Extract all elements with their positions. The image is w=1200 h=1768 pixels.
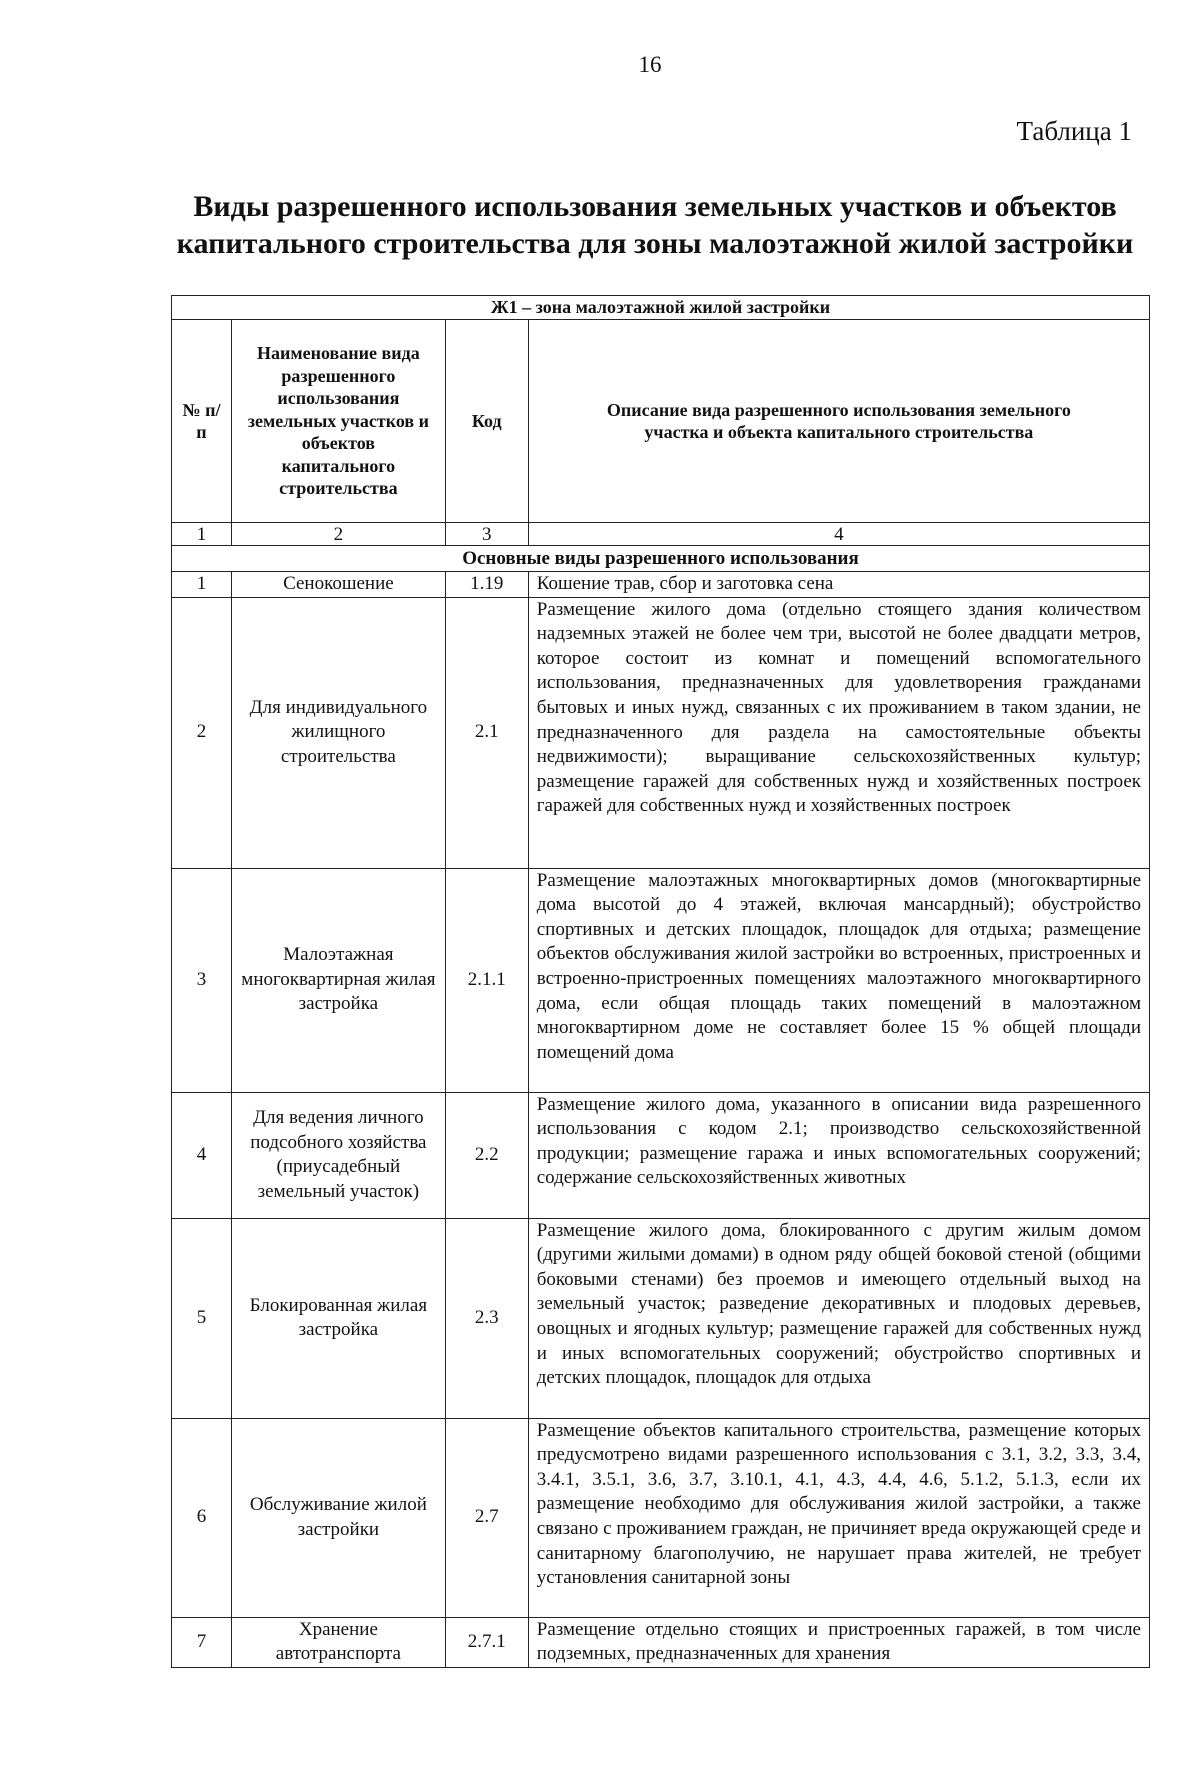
column-header-description: Описание вида разрешенного использования земельного участка и объекта капитального строительства bbox=[528, 320, 1149, 523]
column-number: 3 bbox=[445, 523, 528, 546]
row-number: 1 bbox=[172, 572, 232, 598]
row-code: 2.3 bbox=[445, 1218, 528, 1418]
row-number: 2 bbox=[172, 597, 232, 868]
column-header-code: Код bbox=[445, 320, 528, 523]
column-header-name: Наименование вида разрешенного использования земельных участков и объектов капитального строительства bbox=[231, 320, 445, 523]
row-description: Кошение трав, сбор и заготовка сена bbox=[528, 572, 1149, 598]
row-description: Размещение жилого дома, блокированного с другим жилым домом (другими жилыми домами) в одном ряду общей боковой стеной (общими боковыми стенами) без проемов и имеющего отдельный выход на земельный участок; разведение декоративных и плодовых деревьев, овощных и ягодных культур; размещение гаражей для собственных нужд и иных вспомогательных сооружений; обустройство спортивных и детских площадок, площадок для отдыха bbox=[528, 1218, 1149, 1418]
row-code: 2.1.1 bbox=[445, 868, 528, 1092]
row-code: 2.7 bbox=[445, 1418, 528, 1617]
row-description: Размещение малоэтажных многоквартирных домов (многоквартирные дома высотой до 4 этажей, включая мансардный); обустройство спортивных и детских площадок, площадок для отдыха; размещение объектов обслуживания жилой застройки во встроенных, пристроенных и встроенно-пристроенных помещениях малоэтажного многоквартирного дома, если общая площадь таких помещений в малоэтажном многоквартирном доме не составляет более 15 % общей площади помещений дома bbox=[528, 868, 1149, 1092]
land-use-table bbox=[171, 295, 1150, 1668]
table-row bbox=[172, 1418, 1150, 1617]
row-code: 1.19 bbox=[445, 572, 528, 598]
row-name: Для ведения личного подсобного хозяйства (приусадебный земельный участок) bbox=[231, 1092, 445, 1218]
column-number: 1 bbox=[172, 523, 232, 546]
table-row bbox=[172, 572, 1150, 598]
zone-header: Ж1 – зона малоэтажной жилой застройки bbox=[172, 296, 1150, 320]
table-row bbox=[172, 597, 1150, 868]
row-description: Размещение объектов капитального строительства, размещение которых предусмотрено видами разрешенного использования с 3.1, 3.2, 3.3, 3.4, 3.4.1, 3.5.1, 3.6, 3.7, 3.10.1, 4.1, 4.3, 4.4, 4.6, 5.1.2, 5.1.3, если их размещение необходимо для обслуживания жилой застройки, а также связано с проживанием граждан, не причиняет вреда окружающей среде и санитарному благополучию, не нарушает права жителей, не требует установления санитарной зоны bbox=[528, 1418, 1149, 1617]
row-description: Размещение жилого дома (отдельно стоящего здания количеством надземных этажей не более чем три, высотой не более двадцати метров, которое состоит из комнат и помещений вспомогательного использования, предназначенных для удовлетворения гражданами бытовых и иных нужд, связанных с их проживанием в таком здании, не предназначенного для раздела на самостоятельные объекты недвижимости); выращивание сельскохозяйственных культур; размещение гаражей для собственных нужд и хозяйственных построек гаражей для собственных нужд и хозяйственных построек bbox=[528, 597, 1149, 868]
row-description: Размещение отдельно стоящих и пристроенных гаражей, в том числе подземных, предназначенных для хранения bbox=[528, 1617, 1149, 1667]
table-row bbox=[172, 1092, 1150, 1218]
page-number: 16 bbox=[638, 52, 662, 77]
document-title: Виды разрешенного использования земельных участков и объектов капитального строительства для зоны малоэтажной жилой застройки bbox=[176, 190, 1134, 260]
row-name: Для индивидуального жилищного строительства bbox=[231, 597, 445, 868]
row-number: 6 bbox=[172, 1418, 232, 1617]
section-header: Основные виды разрешенного использования bbox=[172, 546, 1150, 572]
table-row bbox=[172, 1218, 1150, 1418]
row-number: 5 bbox=[172, 1218, 232, 1418]
row-name: Сенокошение bbox=[231, 572, 445, 598]
column-header-number: № п/п bbox=[172, 320, 232, 523]
row-number: 4 bbox=[172, 1092, 232, 1218]
row-name: Хранение автотранспорта bbox=[231, 1617, 445, 1667]
table-label: Таблица 1 bbox=[1016, 116, 1132, 146]
column-number: 4 bbox=[528, 523, 1149, 546]
table-row bbox=[172, 868, 1150, 1092]
table-row bbox=[172, 1617, 1150, 1667]
row-name: Малоэтажная многоквартирная жилая застройка bbox=[231, 868, 445, 1092]
row-code: 2.7.1 bbox=[445, 1617, 528, 1667]
row-code: 2.2 bbox=[445, 1092, 528, 1218]
row-number: 3 bbox=[172, 868, 232, 1092]
row-name: Блокированная жилая застройка bbox=[231, 1218, 445, 1418]
column-number: 2 bbox=[231, 523, 445, 546]
row-name: Обслуживание жилой застройки bbox=[231, 1418, 445, 1617]
row-description: Размещение жилого дома, указанного в описании вида разрешенного использования с кодом 2.1; производство сельскохозяйственной продукции; размещение гаража и иных вспомогательных сооружений; содержание сельскохозяйственных животных bbox=[528, 1092, 1149, 1218]
row-code: 2.1 bbox=[445, 597, 528, 868]
row-number: 7 bbox=[172, 1617, 232, 1667]
